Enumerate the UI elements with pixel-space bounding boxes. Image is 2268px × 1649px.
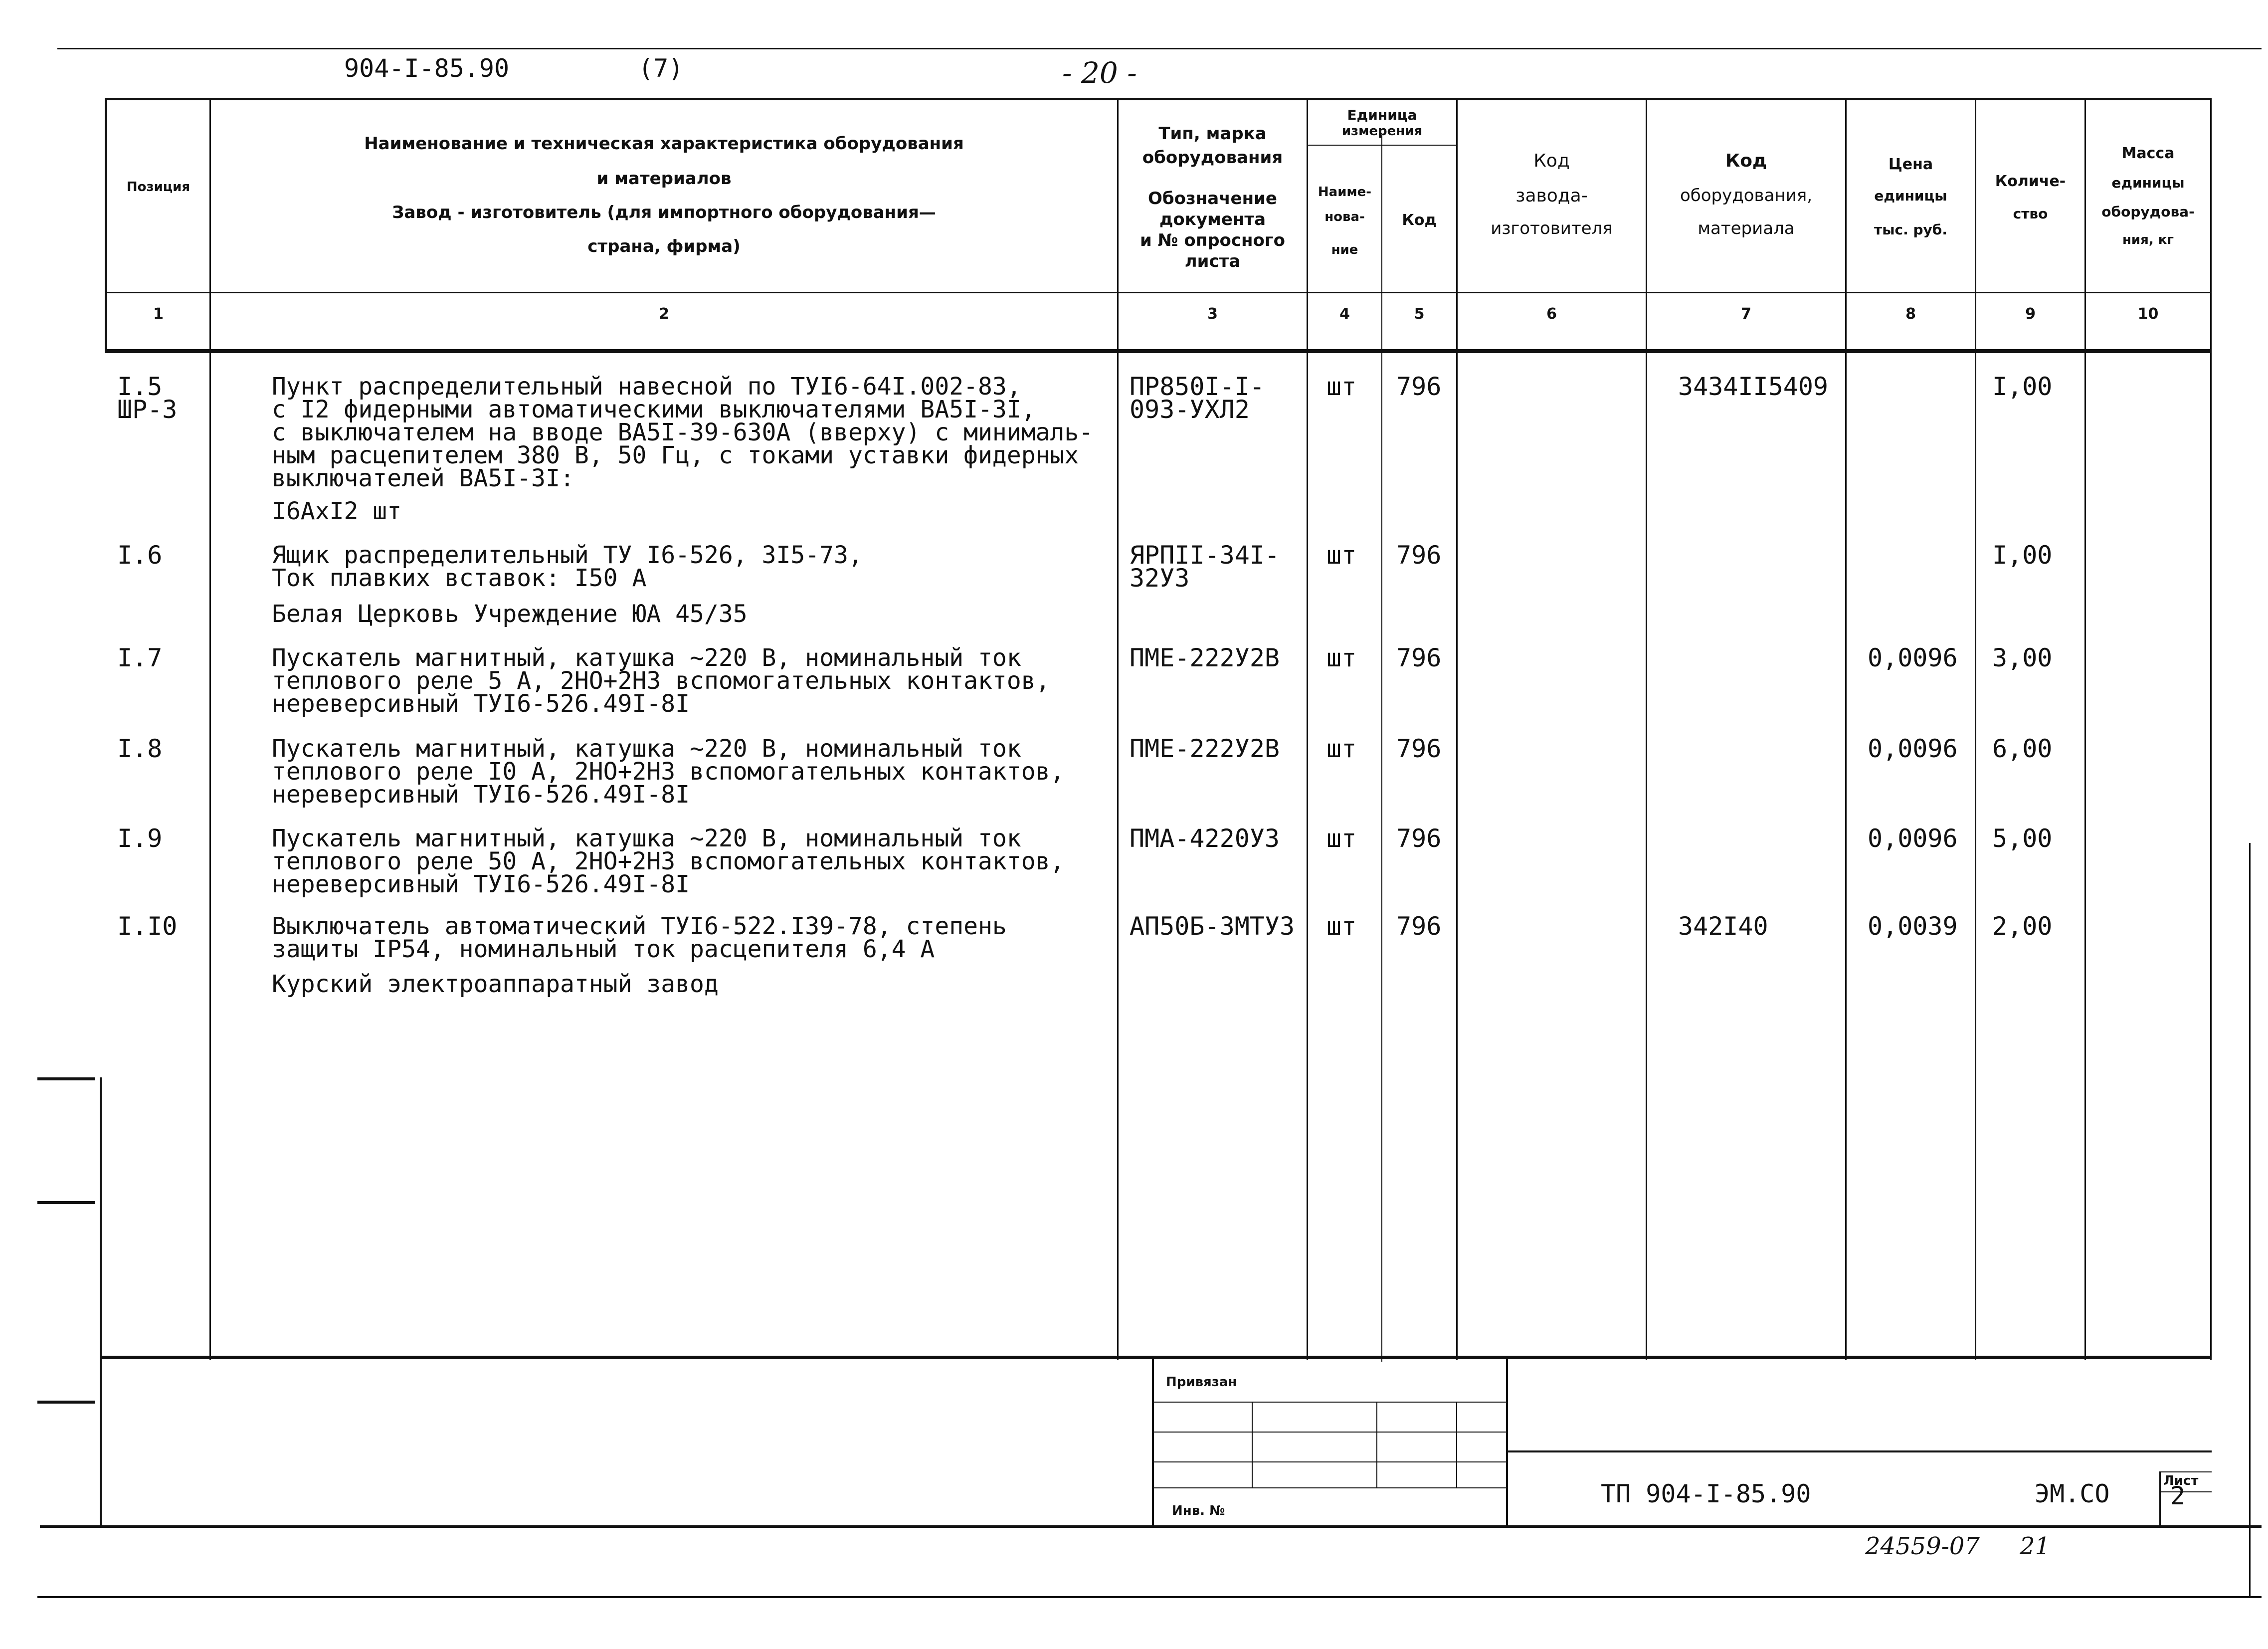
row-description: Пункт распределительный навесной по ТУI6-64I.002-83, с I2 фидерными автоматическими выключателями ВА5I-3I, с выключателем на вводе ВА5I-39-630А (вверху) с минималь- ным расцепителем 380 В, 50 Гц, с токами уставки фидерных выключателей ВА5I-3I:	[272, 373, 1094, 492]
row-price: 0,0096	[1868, 734, 1958, 763]
row-position: I.I0	[117, 912, 178, 941]
col-number: 6	[1546, 305, 1557, 323]
row-description: Пускатель магнитный, катушка ~220 В, номинальный ток теплового реле 5 А, 2НО+2НЗ вспомогательных контактов, нереверсивный ТУI6-526.49I-8I	[272, 644, 1050, 718]
header-name-line1: Наименование и техническая характеристика оборудования	[364, 134, 964, 154]
header-type-line1: Тип, марка	[1158, 124, 1267, 144]
row-position: I.5 ШР-3	[117, 372, 178, 424]
header-maker-code-line2: завода-	[1515, 186, 1588, 206]
archive-page: 21	[2020, 1532, 2051, 1560]
row-price: 0,0096	[1868, 643, 1958, 672]
header-equip-code-line1: Код	[1725, 151, 1767, 171]
header-type-line2: оборудования	[1142, 148, 1283, 168]
row-unit: шт	[1326, 643, 1357, 672]
row-unit-code: 796	[1396, 541, 1442, 570]
row-qty: 6,00	[1992, 734, 2053, 763]
row-type: ПМЕ-222У2В	[1130, 734, 1280, 763]
col-number: 3	[1207, 305, 1218, 323]
row-description: Пускатель магнитный, катушка ~220 В, номинальный ток теплового реле 50 А, 2НО+2НЗ вспомогательных контактов, нереверсивный ТУI6-526.49I-8I	[272, 824, 1065, 898]
row-unit-code: 796	[1396, 372, 1442, 401]
header-price-line1: Цена	[1888, 156, 1933, 173]
row-qty: I,00	[1992, 541, 2053, 570]
row-equip-code: 3434II5409	[1678, 372, 1829, 401]
header-unit-name-line1: Наиме-	[1318, 185, 1372, 200]
stamp-doc-code: ТП 904-I-85.90	[1601, 1479, 1811, 1508]
row-price: 0,0096	[1868, 824, 1958, 853]
header-qty-line1: Количе-	[1995, 173, 2066, 190]
header-name-line3: Завод - изготовитель (для импортного оборудования—	[392, 203, 936, 222]
row-type: ЯРПII-34I- 32УЗ	[1130, 541, 1280, 593]
sheet-number: (7)	[638, 54, 684, 83]
header-mass-line3: оборудова-	[2101, 204, 2195, 220]
stamp-mark: ЭМ.СО	[2035, 1479, 2110, 1508]
row-position: I.9	[117, 824, 163, 853]
row-position: I.7	[117, 643, 163, 672]
header-type-line3: Обозначение	[1148, 189, 1277, 208]
header-mass-line2: единицы	[2111, 175, 2185, 191]
row-unit-code: 796	[1396, 824, 1442, 853]
row-qty: 3,00	[1992, 643, 2053, 672]
row-unit: шт	[1326, 372, 1357, 401]
col-number: 9	[2025, 305, 2036, 323]
row-qty: 5,00	[1992, 824, 2053, 853]
row-unit: шт	[1326, 912, 1357, 941]
row-description: Выключатель автоматический ТУI6-522.I39-78, степень защиты IP54, номинальный ток расцепителя 6,4 А	[272, 912, 1007, 963]
header-type-line6: листа	[1184, 251, 1241, 271]
col-number: 7	[1741, 305, 1751, 323]
bound-label: Привязан	[1166, 1375, 1237, 1390]
col-number: 2	[659, 305, 669, 323]
row-position: I.8	[117, 734, 163, 763]
header-name-line4: страна, фирма)	[587, 236, 741, 256]
header-position: Позиция	[126, 180, 190, 195]
row-description-extra: Белая Церковь Учреждение ЮА 45/35	[272, 600, 748, 628]
header-maker-code-line1: Код	[1533, 151, 1570, 171]
header-unit-name-line3: ние	[1331, 242, 1358, 257]
row-type: ПМА-4220УЗ	[1130, 824, 1280, 853]
row-type: ПР850I-I- 093-УХЛ2	[1130, 372, 1265, 424]
header-unit-line1: Единица	[1347, 107, 1417, 123]
page-number: - 20 -	[1062, 56, 1137, 90]
header-qty-line2: ство	[2013, 206, 2048, 222]
sheet-value: 2	[2170, 1481, 2186, 1510]
document-code: 904-I-85.90	[344, 54, 510, 83]
header-unit-code: Код	[1402, 211, 1437, 229]
row-description-extra: Курский электроаппаратный завод	[272, 970, 719, 998]
header-type-line4: документа	[1159, 209, 1266, 229]
row-qty: 2,00	[1992, 912, 2053, 941]
col-number: 5	[1414, 305, 1425, 323]
inventory-label: Инв. №	[1172, 1503, 1225, 1518]
col-number: 10	[2137, 305, 2159, 323]
header-unit-line2: измерения	[1341, 124, 1423, 139]
row-qty: I,00	[1992, 372, 2053, 401]
row-description: Ящик распределительный ТУ I6-526, 3I5-73, Ток плавких вставок: I50 А	[272, 541, 863, 592]
row-price: 0,0039	[1868, 912, 1958, 941]
header-maker-code-line3: изготовителя	[1491, 218, 1613, 238]
row-unit: шт	[1326, 734, 1357, 763]
row-unit-code: 796	[1396, 643, 1442, 672]
header-type-line5: и № опросного	[1139, 230, 1286, 250]
col-number: 4	[1339, 305, 1350, 323]
header-name-line2: и материалов	[596, 169, 732, 189]
header-mass-line4: ния, кг	[2122, 232, 2174, 247]
row-unit-code: 796	[1396, 912, 1442, 941]
header-price-line3: тыс. руб.	[1874, 221, 1947, 238]
header-mass-line1: Масса	[2121, 145, 2175, 162]
archive-number: 24559-07	[1865, 1532, 1980, 1560]
header-unit-name-line2: нова-	[1324, 209, 1365, 224]
header-equip-code-line3: материала	[1698, 218, 1795, 238]
row-unit: шт	[1326, 824, 1357, 853]
row-unit: шт	[1326, 541, 1357, 570]
row-position: I.6	[117, 541, 163, 570]
row-description-extra: I6АхI2 шт	[272, 497, 402, 525]
row-type: АП50Б-3МТУЗ	[1130, 912, 1295, 941]
col-number: 1	[153, 305, 164, 323]
row-equip-code: 342I40	[1678, 912, 1768, 941]
row-unit-code: 796	[1396, 734, 1442, 763]
header-equip-code-line2: оборудования,	[1680, 186, 1813, 206]
header-price-line2: единицы	[1874, 188, 1947, 204]
sheet-label: Лист	[2163, 1473, 2199, 1488]
row-description: Пускатель магнитный, катушка ~220 В, номинальный ток теплового реле I0 А, 2НО+2НЗ вспомогательных контактов, нереверсивный ТУI6-526.49I-8I	[272, 735, 1065, 809]
row-type: ПМЕ-222У2В	[1130, 643, 1280, 672]
col-number: 8	[1905, 305, 1916, 323]
